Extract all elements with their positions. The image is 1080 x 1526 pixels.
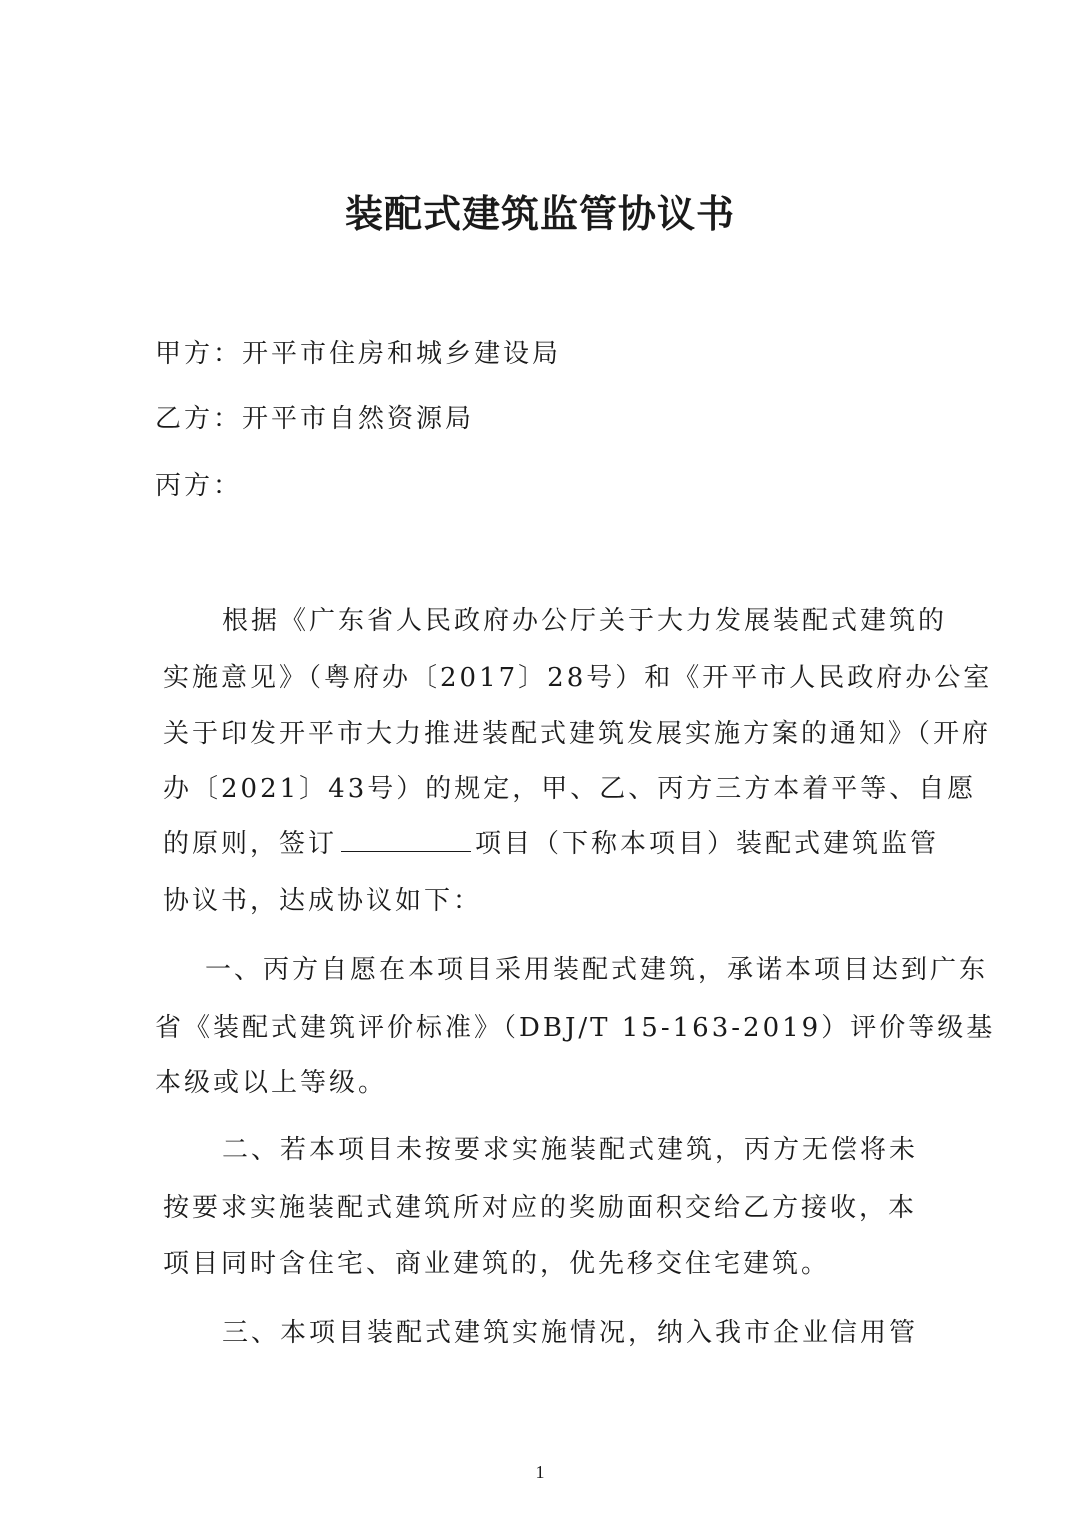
clause-1-line-3: 本级或以上等级。 <box>155 1068 388 1098</box>
clause-1-line-1: 一、丙方自愿在本项目采用装配式建筑，承诺本项目达到广东 <box>205 955 989 985</box>
intro-line-6: 协议书，达成协议如下： <box>163 886 483 916</box>
party-b: 乙方：开平市自然资源局 <box>155 404 475 434</box>
intro-line-3: 关于印发开平市大力推进装配式建筑发展实施方案的通知》（开府 <box>163 719 992 749</box>
clause-1-line-2: 省《装配式建筑评价标准》（DBJ/T 15-163-2019）评价等级基 <box>155 1013 996 1043</box>
intro-line-5-start: 的原则，签订 <box>163 829 338 859</box>
party-a: 甲方：开平市住房和城乡建设局 <box>155 339 562 369</box>
intro-line-1: 根据《广东省人民政府办公厅关于大力发展装配式建筑的 <box>222 606 948 636</box>
intro-line-5 <box>163 826 939 862</box>
clause-3-line-1: 三、本项目装配式建筑实施情况，纳入我市企业信用管 <box>222 1318 919 1348</box>
intro-line-4: 办〔2021〕43号）的规定，甲、乙、丙方三方本着平等、自愿 <box>163 774 977 804</box>
document-title: 装配式建筑监管协议书 <box>344 192 735 236</box>
clause-2-line-2: 按要求实施装配式建筑所对应的奖励面积交给乙方接收，本 <box>163 1193 918 1223</box>
page-number: 1 <box>535 1462 545 1482</box>
clause-2-line-1: 二、若本项目未按要求实施装配式建筑，丙方无偿将未 <box>222 1135 919 1165</box>
project-name-blank <box>341 831 471 852</box>
intro-line-5-end: 项目（下称本项目）装配式建筑监管 <box>475 829 940 859</box>
clause-2-line-3: 项目同时含住宅、商业建筑的，优先移交住宅建筑。 <box>163 1249 831 1279</box>
party-c: 丙方： <box>155 471 243 501</box>
intro-line-2: 实施意见》（粤府办〔2017〕28号）和《开平市人民政府办公室 <box>163 663 993 693</box>
